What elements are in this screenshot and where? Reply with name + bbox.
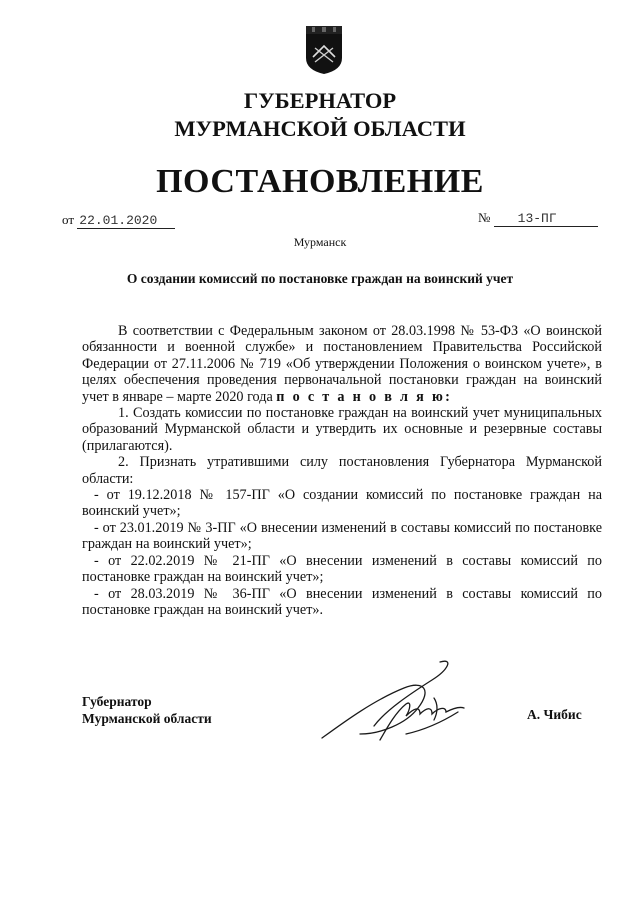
document-date: [62, 212, 175, 229]
handwritten-signature: [314, 650, 484, 750]
intro-paragraph: [82, 323, 602, 405]
repealed-item-4: - от 28.03.2019 № 36-ПГ «О внесении изменений в составы комиссий по постановке граждан на воинский учет».: [82, 585, 602, 618]
item-2: 2. Признать утратившими силу постановления Губернатора Мурманской области:: [82, 454, 602, 487]
date-value: 22.01.2020: [77, 214, 175, 229]
document-type-title: ПОСТАНОВЛЕНИЕ: [156, 163, 484, 200]
intro-text: В соответствии с Федеральным законом от 28.03.1998 № 53-ФЗ «О воинской обязанности и военной службе» и постановлением Правительства Российской Федерации от 27.11.2006 № 719 «Об утверждении Положения о воинском учете», в целях обеспечения проведения первоначальной постановки граждан на воинский учет в январе – марте 2020 года: [82, 323, 602, 405]
item-1: 1. Создать комиссии по постановке граждан на воинский учет муниципальных образований Мурманской области и утвердить их основные и резервные составы (прилагаются).: [82, 405, 602, 454]
decree-word: п о с т а н о в л я ю:: [276, 388, 453, 405]
document-number: [478, 210, 598, 227]
repealed-item-3: - от 22.02.2019 № 21-ПГ «О внесении изменений в составы комиссий по постановке граждан на воинский учет»;: [82, 552, 602, 586]
number-value: 13-ПГ: [494, 212, 598, 227]
signatory-position-line1: Губернатор: [82, 694, 152, 709]
signatory-position-line2: Мурманской области: [82, 711, 212, 726]
number-prefix: №: [478, 210, 491, 225]
document-heading: О создании комиссий по постановке граждан на воинский учет: [126, 271, 514, 286]
document-body: [82, 323, 602, 618]
repealed-item-1: - от 19.12.2018 № 157-ПГ «О создании комиссий по постановке граждан на воинский учет»;: [82, 487, 602, 520]
authority-title-line2: МУРМАНСКОЙ ОБЛАСТИ: [174, 116, 466, 141]
repealed-item-2: - от 23.01.2019 № 3-ПГ «О внесении изменений в составы комиссий по постановке граждан на воинский учет»;: [82, 519, 602, 553]
authority-title-line1: ГУБЕРНАТОР: [243, 88, 397, 113]
city: Мурманск: [293, 235, 347, 249]
signatory-name: А. Чибис: [527, 707, 582, 722]
coat-of-arms-icon: [304, 24, 344, 76]
date-prefix: от: [62, 212, 75, 227]
